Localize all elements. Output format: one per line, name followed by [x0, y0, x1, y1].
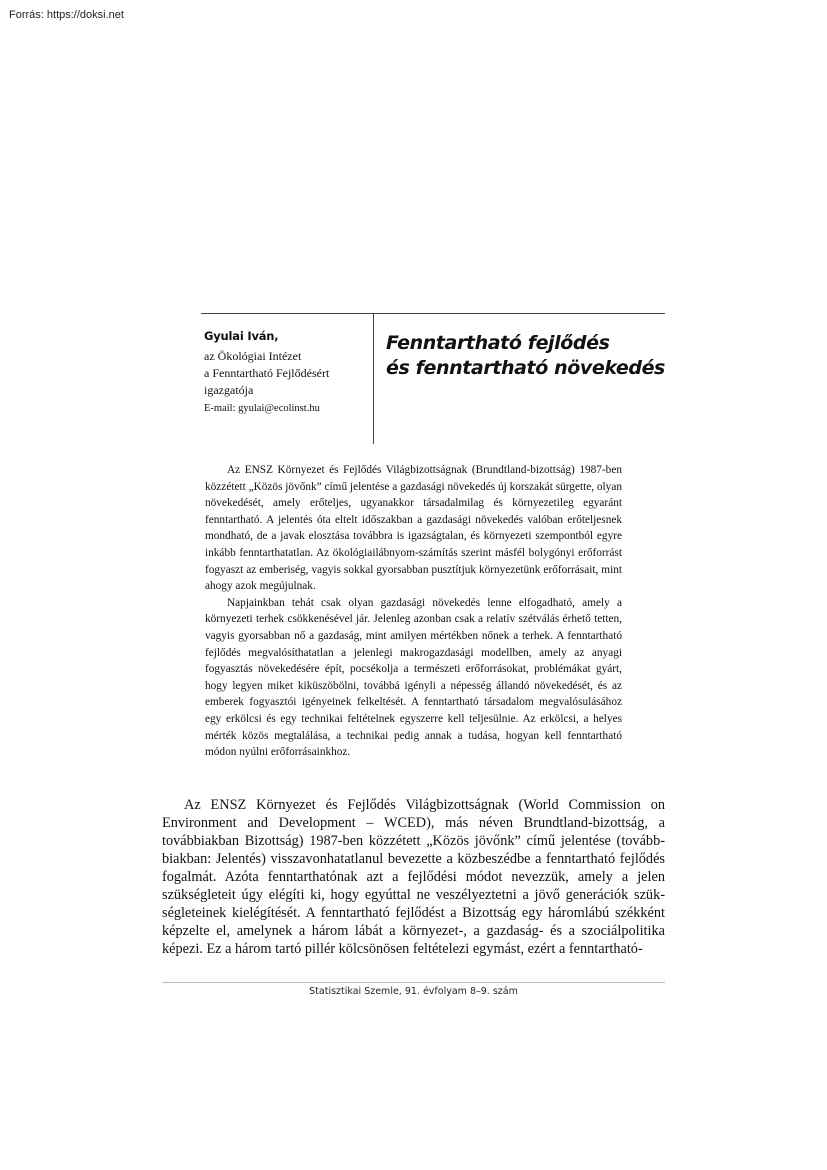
- title-line: és fenntartható növekedés: [386, 357, 665, 379]
- author-email: E-mail: gyulai@ecolinst.hu: [204, 403, 320, 414]
- author-name: Gyulai Iván,: [204, 329, 279, 343]
- abstract: [205, 462, 622, 761]
- author-affiliation-line: igazgatója: [204, 383, 254, 397]
- author-affiliation-line: a Fenntartható Fejlődésért: [204, 366, 330, 380]
- author-affiliation-line: az Ökológiai Intézet: [204, 349, 302, 363]
- abstract-paragraph: Az ENSZ Környezet és Fejlődés Világbizottságnak (Brundtland-bizottság) 1987-ben közzétett „Közös jövőnk” című jelentése a gazdasági növekedés új korszakát sürgette, olyan növekedését, amely erőteljes, ugyanakkor társadalmilag és környezetileg egyaránt fenntartható. A jelentés óta eltelt időszakban a gazdasági növekedés valóban erőteljesnek mondható, de a javak elosztása továbbra is igazságtalan, és környezeti szempontból egyre inkább fenntarthatatlan. Az ökológiailábnyom-számítás szerint másfél bolygónyi erőforrást fogyaszt az emberiség, vagyis sokkal gyorsabban pusztítjuk környezetünk erőforrásait, mint ahogy azok megújulnak.: [205, 464, 622, 593]
- abstract-paragraph: Napjainkban tehát csak olyan gazdasági növekedés lenne elfogadható, amely a környezeti terhek csökkenésével jár. Jelenleg azonban csak a relatív szétválás érhető tetten, vagyis gyorsabban nő a gazdaság, mint amilyen mértékben nőnek a terhek. A fenntartható fejlődés megvalósíthatatlan a jelenlegi makrogazdasági modellben, amely az anyagi fogyasztás növekedésére épít, pocsékolja a természeti erőforrásokat, problémákat gyárt, hogy legyen miket kiküszöbölni, továbbá igényli a népesség állandó növekedését, és az emberek fogyasztói igényeinek felkeltését. A fenntartható társadalom megvalósulásához egy erkölcsi és egy technikai feltételnek egyszerre kell teljesülnie. Az erkölcsi, a helyes mérték közös megtalálása, a technikai pedig annak a tudása, hogyan kell fenntartható módon nyúlni erőforrásainkhoz.: [205, 596, 622, 759]
- body-paragraph: Az ENSZ Környezet és Fejlődés Világbizottságnak (World Commission on Environment and Development – WCED), más néven Brundtland-bizottság, a továbbiakban Bizottság) 1987-ben közzétett „Közös jövőnk” című jelentése (továbbbiakban: Jelentés) visszavonhatatlanul bevezette a közbeszédbe a fenntartható fejlődés fogalmát. Azóta fenntarthatónak azt a fejlődési módot nevezzük, amely a jelen szükségleteit úgy elégíti ki, hogy egyúttal ne veszélyeztetni a jövő generációk szükségleteinek kielégítését. A fenntartható fejlődést a Bizottság egy háromlábú székként képzelte el, amelynek a három lábát a környezet-, a gazdaság- és a szociálpolitika képezi. Ez a három tartó pillér kölcsönösen feltételezi egymást, ezért a fenntartható-: [162, 797, 665, 957]
- journal-footer: Statisztikai Szemle, 91. évfolyam 8–9. szám: [309, 986, 518, 997]
- footer-rule: [162, 982, 665, 983]
- header-divider: [373, 314, 374, 444]
- body-text: [162, 796, 665, 958]
- source-label: Forrás: https://doksi.net: [9, 9, 124, 21]
- title-line: Fenntartható fejlődés: [386, 332, 610, 354]
- article-title: [386, 331, 666, 381]
- header-rule: [201, 313, 665, 314]
- author-block: [204, 329, 369, 414]
